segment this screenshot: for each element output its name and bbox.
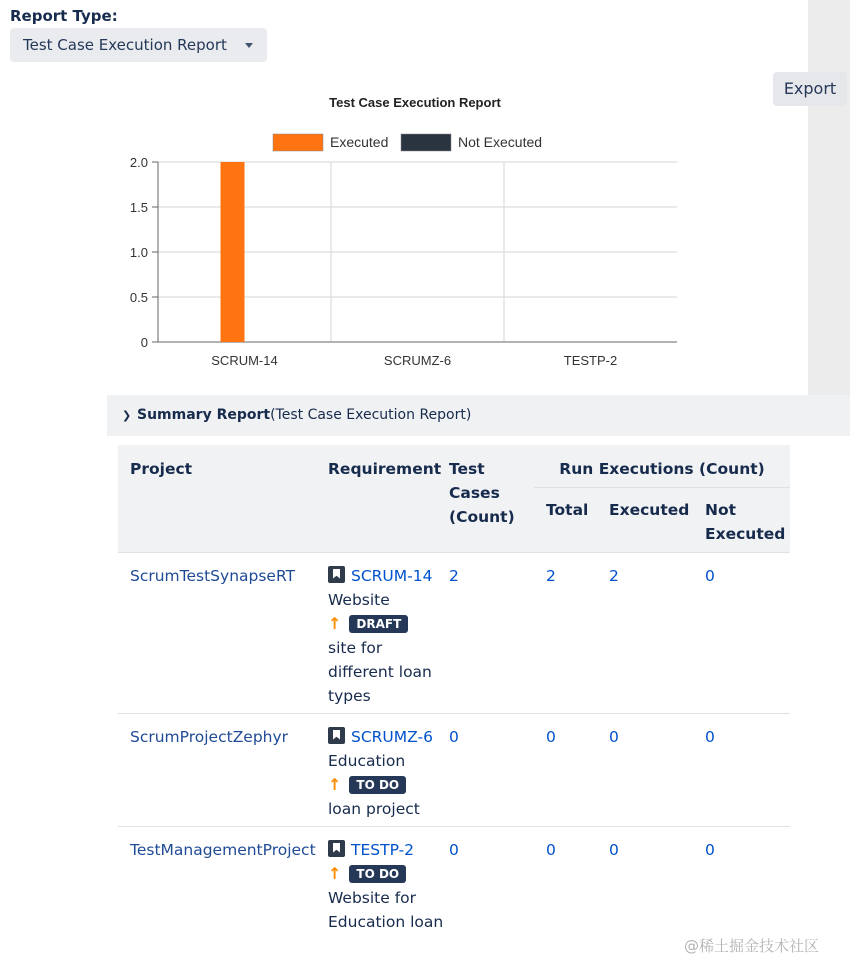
story-icon bbox=[328, 566, 345, 583]
requirement-text: Website for Education loan bbox=[328, 888, 444, 931]
requirement-text: site for different loan types bbox=[328, 638, 432, 705]
requirement-text: Website bbox=[328, 590, 390, 609]
story-icon bbox=[328, 840, 345, 857]
report-type-label: Report Type: bbox=[10, 7, 118, 25]
watermark: @稀土掘金技术社区 bbox=[684, 937, 820, 955]
requirement-text: loan project bbox=[328, 799, 420, 818]
status-badge: TO DO bbox=[349, 776, 406, 794]
col-executed: Executed bbox=[597, 487, 693, 552]
y-tick-label: 2.0 bbox=[129, 155, 148, 170]
priority-arrow-icon: ↑ bbox=[328, 613, 342, 633]
not-executed-count[interactable]: 0 bbox=[705, 840, 715, 859]
col-test-cases: Test Cases (Count) bbox=[449, 445, 534, 552]
project-link[interactable]: ScrumProjectZephyr bbox=[130, 727, 289, 746]
export-button[interactable]: Export bbox=[773, 72, 847, 106]
status-badge: DRAFT bbox=[349, 615, 408, 633]
report-type-selected: Test Case Execution Report bbox=[23, 36, 227, 54]
chart-title: Test Case Execution Report bbox=[329, 95, 501, 110]
legend-label: Executed bbox=[330, 134, 389, 150]
legend-label: Not Executed bbox=[458, 134, 543, 150]
report-type-select[interactable] bbox=[10, 28, 267, 62]
executed-count[interactable]: 0 bbox=[609, 727, 619, 746]
x-tick-label: SCRUMZ-6 bbox=[383, 353, 452, 368]
priority-arrow-icon: ↑ bbox=[328, 863, 342, 883]
legend-swatch bbox=[273, 134, 323, 151]
not-executed-count[interactable]: 0 bbox=[705, 727, 715, 746]
table-row bbox=[118, 552, 790, 713]
status-badge: TO DO bbox=[349, 865, 406, 883]
y-tick-label: 0 bbox=[140, 335, 148, 350]
project-link[interactable]: ScrumTestSynapseRT bbox=[130, 566, 296, 585]
y-tick-label: 1.5 bbox=[129, 200, 148, 215]
col-project: Project bbox=[118, 445, 323, 552]
summary-report-toggle[interactable] bbox=[107, 395, 850, 436]
requirement-text: Education bbox=[328, 751, 406, 770]
requirement-link[interactable]: SCRUM-14 bbox=[351, 566, 433, 585]
x-tick-label: SCRUM-14 bbox=[211, 353, 278, 368]
total-count[interactable]: 0 bbox=[546, 727, 556, 746]
summary-title: Summary Report bbox=[137, 407, 271, 423]
execution-chart bbox=[100, 85, 720, 375]
chevron-down-icon bbox=[245, 43, 253, 48]
y-tick-label: 0.5 bbox=[129, 290, 148, 305]
col-not-executed: Not Executed bbox=[693, 487, 790, 552]
col-total: Total bbox=[534, 487, 597, 552]
test-cases-count[interactable]: 0 bbox=[449, 727, 459, 746]
col-run-executions: Run Executions (Count) bbox=[534, 445, 790, 487]
x-tick-label: TESTP-2 bbox=[563, 353, 618, 368]
legend-swatch bbox=[401, 134, 451, 151]
table-row bbox=[118, 713, 790, 826]
y-tick-label: 1.0 bbox=[129, 245, 148, 260]
total-count[interactable]: 0 bbox=[546, 840, 556, 859]
executed-count[interactable]: 0 bbox=[609, 840, 619, 859]
page-gutter bbox=[808, 0, 850, 395]
requirement-link[interactable]: TESTP-2 bbox=[351, 840, 415, 859]
test-cases-count[interactable]: 2 bbox=[449, 566, 459, 585]
test-cases-count[interactable]: 0 bbox=[449, 840, 459, 859]
total-count[interactable]: 2 bbox=[546, 566, 556, 585]
not-executed-count[interactable]: 0 bbox=[705, 566, 715, 585]
bar-executed bbox=[221, 162, 245, 342]
priority-arrow-icon: ↑ bbox=[328, 774, 342, 794]
project-link[interactable]: TestManagementProject bbox=[130, 840, 316, 859]
story-icon bbox=[328, 727, 345, 744]
summary-subtitle: (Test Case Execution Report) bbox=[270, 407, 472, 423]
chevron-down-icon: ❯ bbox=[122, 409, 132, 422]
summary-table bbox=[118, 445, 790, 962]
col-requirement: Requirement bbox=[323, 445, 449, 552]
executed-count[interactable]: 2 bbox=[609, 566, 619, 585]
requirement-link[interactable]: SCRUMZ-6 bbox=[351, 727, 433, 746]
